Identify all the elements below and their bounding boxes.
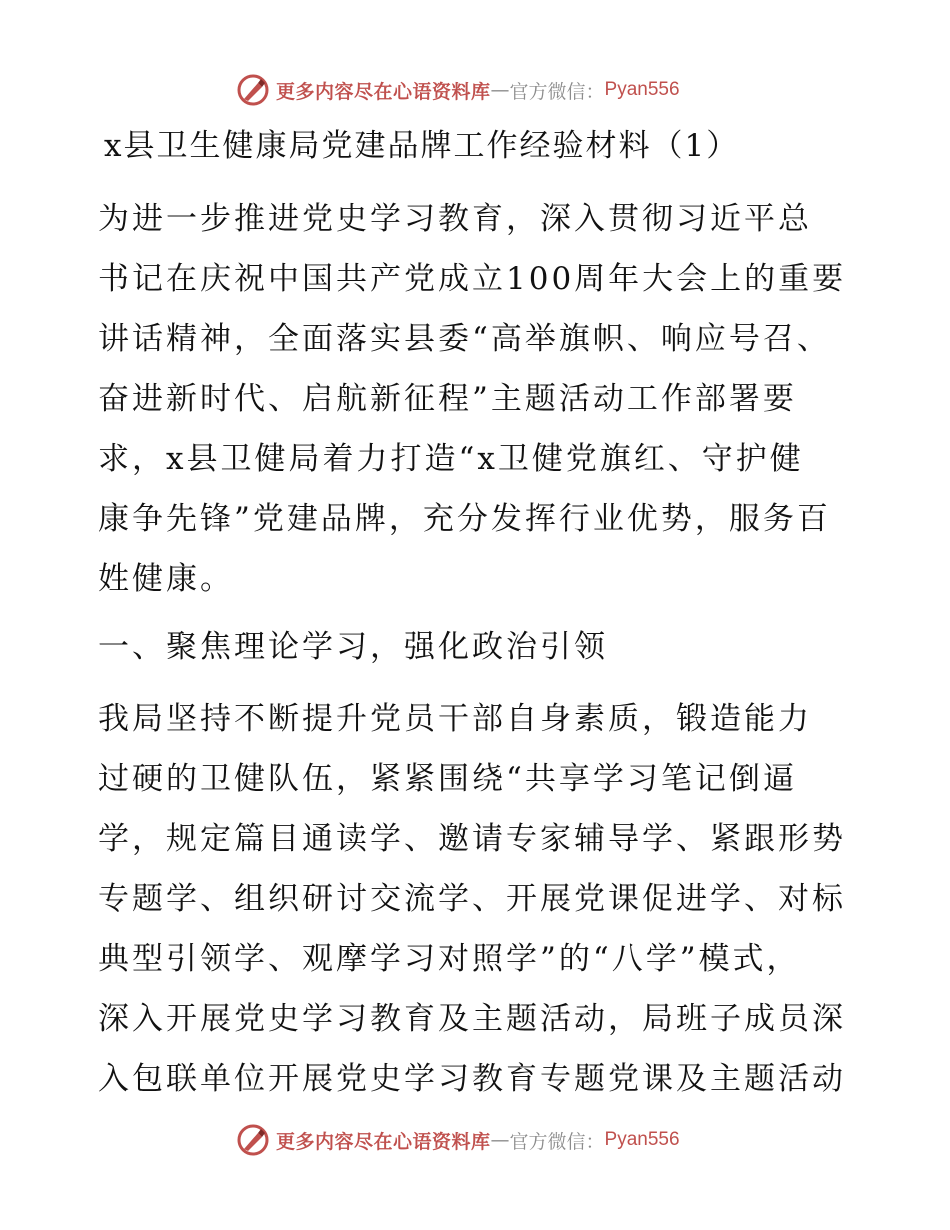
- body-line: 为进一步推进党史学习教育，深入贯彻习近平总: [98, 201, 812, 237]
- body-line: 深入开展党史学习教育及主题活动，局班子成员深: [98, 1001, 846, 1037]
- pen-logo-icon: [236, 1123, 270, 1157]
- watermark-official-label: 官方微信：: [509, 80, 605, 103]
- footer-watermark: [236, 1122, 680, 1158]
- watermark-text: 更多内容尽在心语资料库: [276, 80, 491, 103]
- body-line: 奋进新时代、启航新征程”主题活动工作部署要: [98, 381, 797, 417]
- watermark-dash: —: [490, 1129, 510, 1151]
- body-line: 专题学、组织研讨交流学、开展党课促进学、对标: [98, 881, 846, 917]
- body-line: 书记在庆祝中国共产党成立100周年大会上的重要: [98, 261, 847, 297]
- section-heading: 一、聚焦理论学习，强化政治引领: [98, 629, 608, 665]
- watermark-text: 更多内容尽在心语资料库: [276, 1130, 491, 1153]
- body-line: 康争先锋”党建品牌，充分发挥行业优势，服务百: [98, 501, 831, 537]
- document-title: x县卫生健康局党建品牌工作经验材料（1）: [104, 128, 740, 164]
- watermark-official-label: 官方微信：: [509, 1130, 605, 1153]
- header-watermark: [236, 72, 680, 108]
- body-line: 入包联单位开展党史学习教育专题党课及主题活动: [98, 1061, 846, 1097]
- body-line: 我局坚持不断提升党员干部自身素质，锻造能力: [98, 701, 812, 737]
- body-line: 典型引领学、观摩学习对照学”的“八学”模式，: [98, 941, 801, 977]
- pen-logo-icon: [236, 73, 270, 107]
- watermark-dash: —: [490, 79, 510, 101]
- body-line: 姓健康。: [98, 561, 234, 597]
- body-line: 求，x县卫健局着力打造“x卫健党旗红、守护健: [98, 441, 804, 477]
- body-line: 过硬的卫健队伍，紧紧围绕“共享学习笔记倒逼: [98, 761, 797, 797]
- watermark-wechat-id: Pyan556: [604, 79, 680, 100]
- body-line: 讲话精神，全面落实县委“高举旗帜、响应号召、: [98, 321, 831, 357]
- watermark-wechat-id: Pyan556: [604, 1129, 680, 1150]
- body-line: 学，规定篇目通读学、邀请专家辅导学、紧跟形势: [98, 821, 846, 857]
